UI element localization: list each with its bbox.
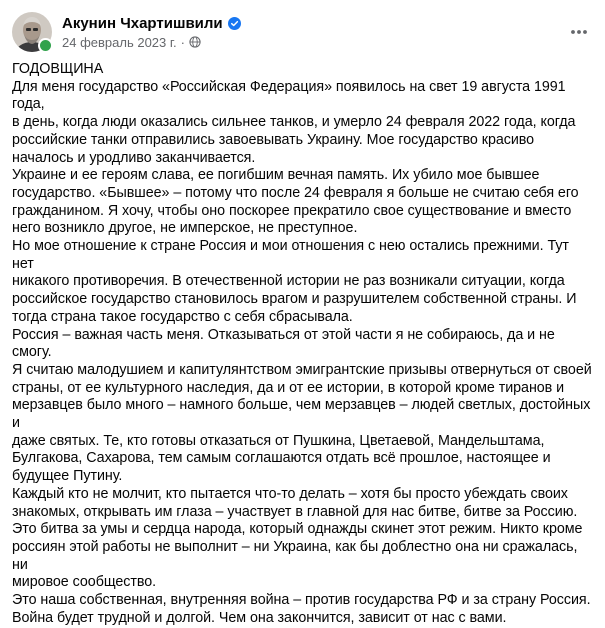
post-date[interactable]: 24 февраль 2023 г.: [62, 34, 177, 50]
online-status-indicator: [38, 38, 53, 53]
post-meta: [62, 34, 201, 50]
post-header: [12, 12, 593, 52]
post-paragraph: Каждый кто не молчит, кто пытается что-то делать – хотя бы просто убеждать своих знакомых, открывать им глаза – участвует в главной для нас битве, битве за Россию. Это битва за умы и сердца народа, который однажды скинет этот режим. Никто кроме россиян этой работы не выполнит – ни Украина, как бы доблестно она ни сражалась, ни мировое сообщество.: [12, 485, 583, 591]
author-line: [62, 14, 241, 32]
post-paragraph: Но мое отношение к стране Россия и мои отношения с нею остались прежними. Тут нет никакого противоречия. В отечественной истории не раз возникали ситуации, когда российское государство становилось врагом и разрушителем собственной страны. И тогда страна такое государство с себя сбрасывала.: [12, 238, 577, 325]
post-paragraph: Россия – важная часть меня. Отказываться от этой части я не собираюсь, да и не смогу. Я считаю малодушием и капитулянтством эмигрантские призывы отвернуться от своей страны, от ее культурного наследия, да и от ее истории, в которой кроме тиранов и мерзавцев было много – намного больше, чем мерзавцев – людей светлых, достойных и даже святых. Те, кто готовы отказаться от Пушкина, Цветаевой, Мандельштама, Булгакова, Сахарова, тем самым соглашаются отдать всё прошлое, настоящее и будущее Путину.: [12, 326, 592, 485]
post-title: ГОДОВЩИНА: [12, 61, 104, 77]
post-paragraph: Украине и ее героям слава, ее погибшим вечная память. Их убило мое бывшее государство. «Бывшее» – потому что после 24 февраля я больше не считаю себя его гражданином. Я хочу, чтобы оно поскорее прекратило свое существование и вместо него возникло другое, не имперское, не преступное.: [12, 167, 579, 237]
globe-icon[interactable]: [189, 36, 201, 48]
meta-separator: ·: [180, 34, 185, 50]
post-paragraph: Для меня государство «Российская Федерация» появилось на свет 19 августа 1991 года, в день, когда люди оказались сильнее танков, и умерло 24 февраля 2022 года, когда российские танки отправились завоевывать Украину. Мое государство красиво началось и уродливо заканчивается.: [12, 78, 576, 166]
more-horizontal-icon: [569, 22, 589, 42]
post-body: [12, 61, 592, 628]
post-options-button[interactable]: [567, 20, 591, 44]
author-name[interactable]: Акунин Чхартишвили: [62, 14, 223, 32]
post-paragraph: Это наша собственная, внутренняя война – против государства РФ и за страну Россия. Война будет трудной и долгой. Чем она закончится, зависит от нас с вами.: [12, 592, 591, 626]
avatar[interactable]: [12, 12, 52, 52]
verified-badge-icon: [228, 17, 241, 30]
